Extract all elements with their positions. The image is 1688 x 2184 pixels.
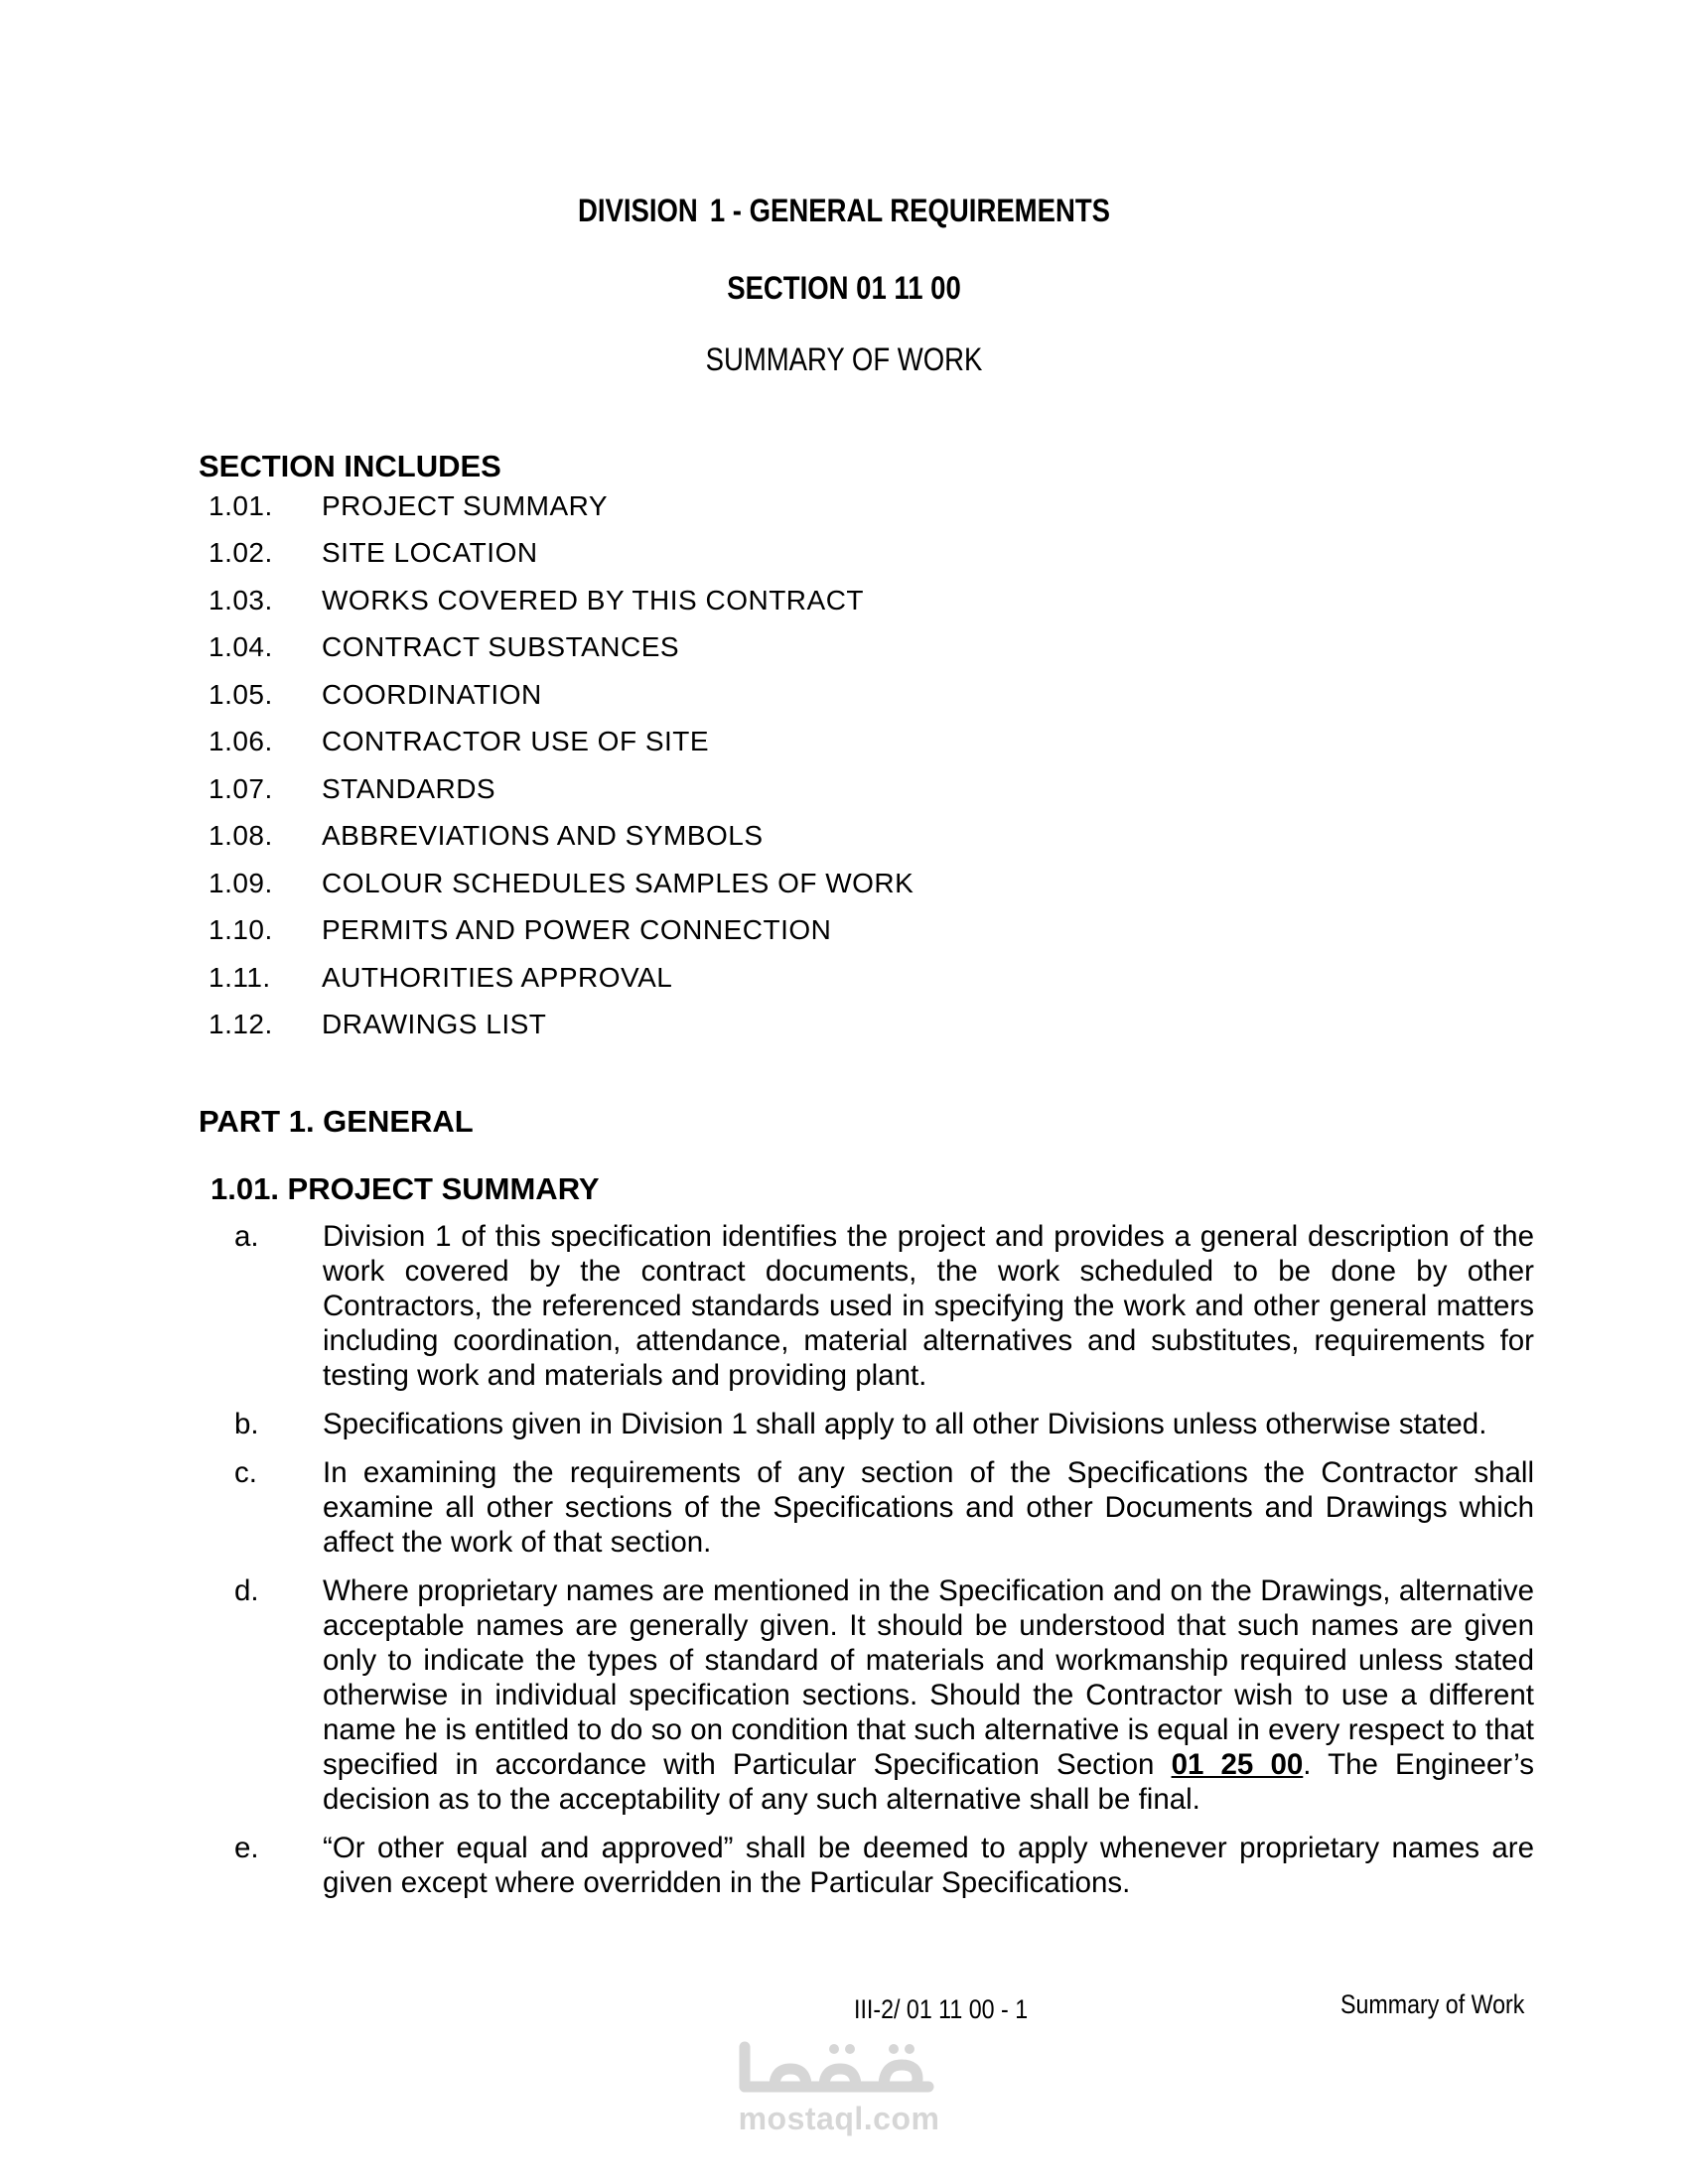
toc-item-label: STANDARDS	[322, 773, 496, 804]
toc-item-label: CONTRACTOR USE OF SITE	[322, 726, 710, 756]
toc-item-label: DRAWINGS LIST	[322, 1009, 547, 1039]
toc-item-label: AUTHORITIES APPROVAL	[322, 962, 673, 993]
clause-text-before: Where proprietary names are mentioned in the Specification and on the Drawings, alternative acceptable names are generally given. It should be understood that such names are given only to indicate the types of standard of materials and workmanship required unless stated otherwise in individual specification sections. Should the Contractor wish to use a different name he is entitled to do so on condition that such alternative is equal in every respect to that specified in accordance with Particular Specification Section	[323, 1574, 1534, 1781]
clause-letter: d.	[234, 1574, 259, 1607]
toc-item-label: PROJECT SUMMARY	[322, 490, 609, 521]
toc-item-number: 1.06.	[209, 726, 273, 756]
section-subtitle: SUMMARY OF WORK	[705, 341, 983, 377]
toc-item-number: 1.09.	[209, 868, 273, 898]
watermark-logo	[715, 2035, 963, 2144]
clause-item	[0, 1407, 1688, 1441]
toc-item-number: 1.08.	[209, 820, 273, 851]
clause-text: Specifications given in Division 1 shall apply to all other Divisions unless otherwise stated.	[323, 1408, 1487, 1440]
toc-item-number: 1.02.	[209, 537, 273, 568]
toc-item-number: 1.10.	[209, 914, 273, 945]
clause-item	[0, 1219, 1688, 1393]
clause-item	[0, 1573, 1688, 1817]
toc-item-label: WORKS COVERED BY THIS CONTRACT	[322, 585, 865, 615]
project-summary-items	[0, 1219, 1688, 1914]
part1-heading: PART 1. GENERAL	[199, 1104, 474, 1139]
toc-item-number: 1.05.	[209, 679, 273, 710]
division-title	[118, 193, 1570, 229]
division-rest: 1 - GENERAL REQUIREMENTS	[709, 193, 1110, 228]
clause-text: In examining the requirements of any section of the Specifications the Contractor shall examine all other sections of the Specifications and other Documents and Drawings which affect the work of that section.	[323, 1456, 1534, 1559]
section-includes-heading: SECTION INCLUDES	[199, 449, 501, 483]
toc-item-number: 1.12.	[209, 1009, 273, 1039]
section-reference-link[interactable]: 01 25 00	[1171, 1748, 1304, 1781]
clause-text: Division 1 of this specification identifies the project and provides a general description of the work covered by the contract documents, the work scheduled to be done by other Contractors, the referenced standards used in specifying the work and other general matters including coordination, attendance, material alternatives and substitutes, requirements for testing work and materials and providing plant.	[323, 1220, 1534, 1392]
project-summary-heading: 1.01. PROJECT SUMMARY	[211, 1171, 600, 1206]
clause-item	[0, 1455, 1688, 1560]
toc-item-number: 1.07.	[209, 773, 273, 804]
toc-item-label: ABBREVIATIONS AND SYMBOLS	[322, 820, 764, 851]
clause-letter: c.	[234, 1456, 257, 1489]
section-title: SECTION 01 11 00	[727, 270, 961, 306]
toc-item-label: PERMITS AND POWER CONNECTION	[322, 914, 832, 945]
toc-item-number: 1.03.	[209, 585, 273, 615]
clause-letter: e.	[234, 1832, 259, 1864]
toc-item-number: 1.01.	[209, 490, 273, 521]
clause-letter: a.	[234, 1220, 259, 1253]
toc-item-label: COORDINATION	[322, 679, 542, 710]
watermark-text: mostaql.com	[738, 2101, 940, 2136]
clause-letter: b.	[234, 1408, 259, 1440]
mostaql-logo-icon	[715, 2035, 963, 2105]
footer-page-ref: III-2/ 01 11 00 - 1	[854, 1994, 1029, 2024]
toc-item-label: SITE LOCATION	[322, 537, 538, 568]
clause-item	[0, 1831, 1688, 1900]
toc-item-label: COLOUR SCHEDULES SAMPLES OF WORK	[322, 868, 914, 898]
toc-item-number: 1.04.	[209, 631, 273, 662]
footer-doc-title: Summary of Work	[1340, 1989, 1525, 2019]
toc-item-number: 1.11.	[209, 962, 271, 993]
clause-text	[323, 1573, 1534, 1817]
division-prefix: DIVISION	[577, 193, 698, 228]
clause-text: “Or other equal and approved” shall be deemed to apply whenever proprietary names are given except where overridden in the Particular Specifications.	[323, 1832, 1534, 1899]
toc-item-label: CONTRACT SUBSTANCES	[322, 631, 680, 662]
clause-text-after: . The Engineer’s decision as to the acceptability of any such alternative shall be final.	[323, 1748, 1534, 1816]
